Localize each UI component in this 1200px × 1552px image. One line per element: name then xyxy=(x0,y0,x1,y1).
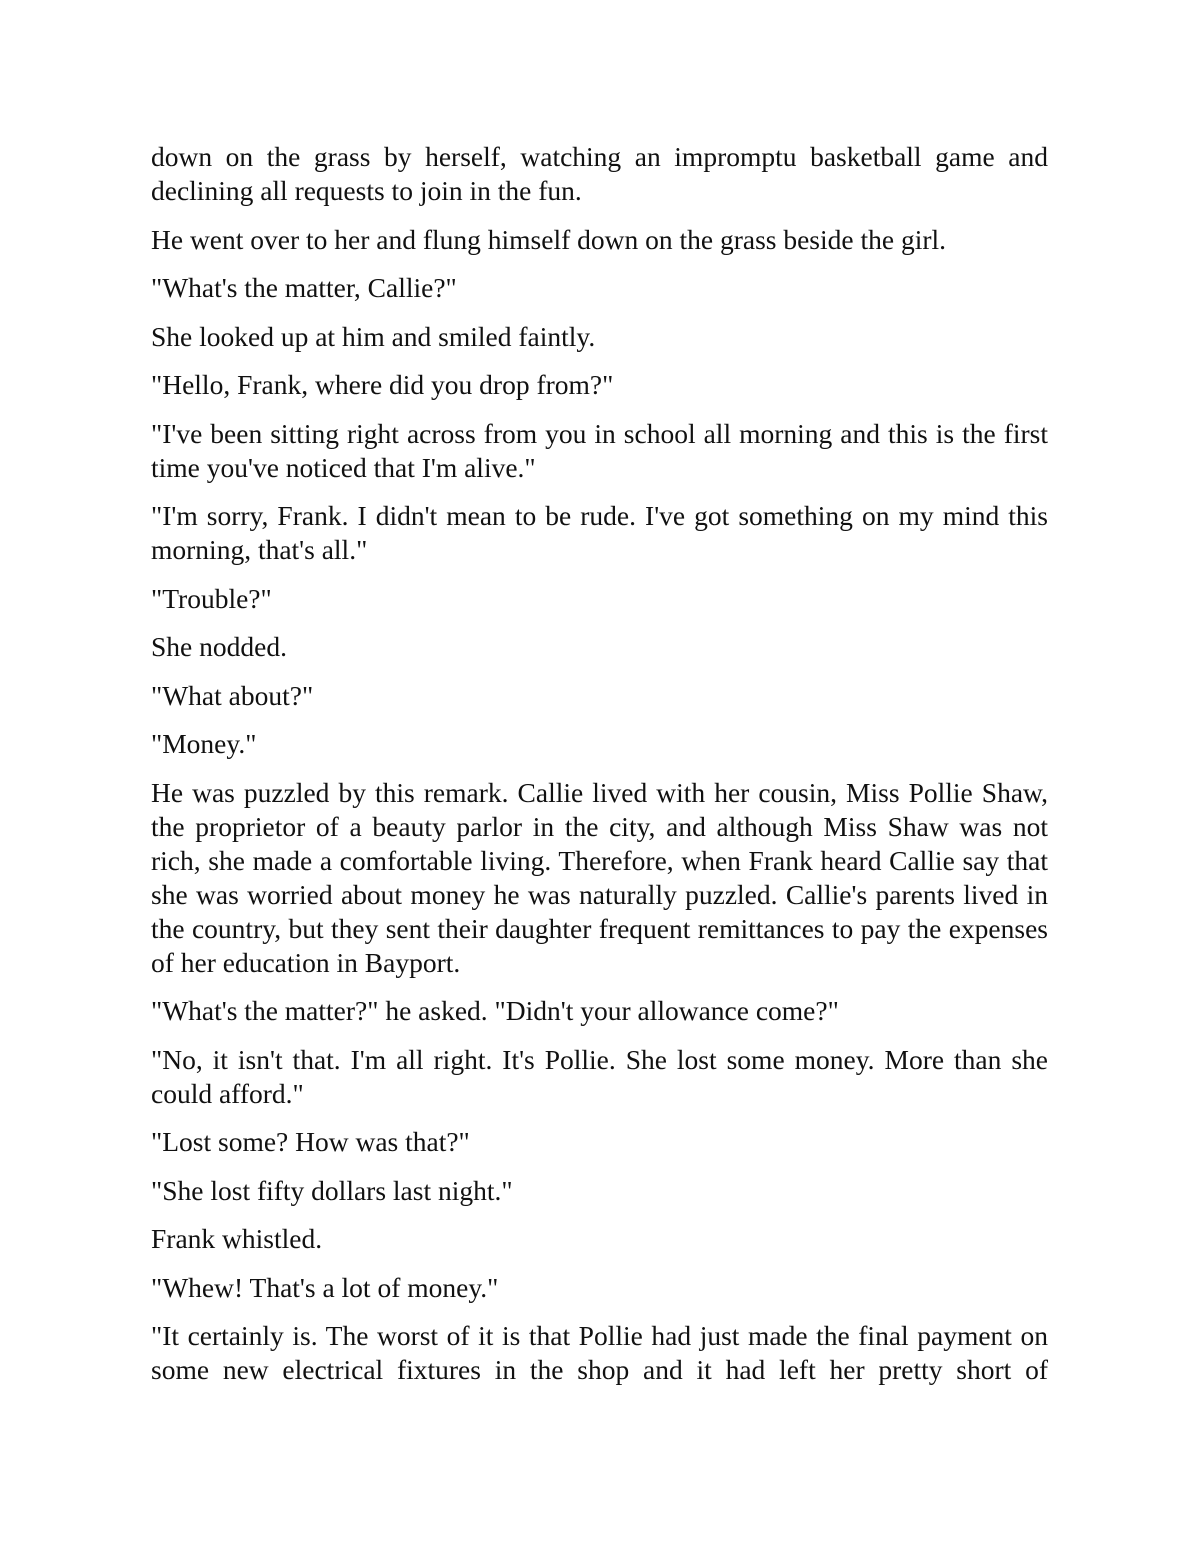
paragraph: Frank whistled. xyxy=(151,1223,323,1254)
paragraph: "I've been sitting right across from you in school all morning and this is the first time you've noticed that I'm alive." xyxy=(151,417,1048,483)
paragraph: "It certainly is. The worst of it is that Pollie had just made the final payment on some new electrical fixtures in the shop and it had left her pretty short of xyxy=(151,1320,1048,1385)
paragraph: "I'm sorry, Frank. I didn't mean to be rude. I've got something on my mind this morning, that's all." xyxy=(151,500,1048,565)
paragraph: "What about?" xyxy=(151,679,314,711)
paragraph: She looked up at him and smiled faintly. xyxy=(151,320,596,352)
paragraph: "She lost fifty dollars last night." xyxy=(151,1174,513,1206)
paragraph: She nodded. xyxy=(151,631,287,662)
paragraph: "Trouble?" xyxy=(151,582,272,614)
paragraph: "Money." xyxy=(151,728,257,759)
paragraph: "What's the matter, Callie?" xyxy=(151,272,457,303)
paragraph: He went over to her and flung himself down on the grass beside the girl. xyxy=(151,223,947,255)
paragraph: "Lost some? How was that?" xyxy=(151,1126,470,1157)
paragraph: "Whew! That's a lot of money." xyxy=(151,1271,499,1303)
paragraph: "Hello, Frank, where did you drop from?" xyxy=(151,369,614,400)
paragraph: down on the grass by herself, watching an impromptu basketball game and declining all requests to join in the fun. xyxy=(151,141,1048,206)
paragraph: "What's the matter?" he asked. "Didn't your allowance come?" xyxy=(151,995,839,1026)
paragraph: He was puzzled by this remark. Callie lived with her cousin, Miss Pollie Shaw, the proprietor of a beauty parlor in the city, and although Miss Shaw was not rich, she made a comfortable living. Therefore, when Frank heard Callie say that she was worried about money he was naturally puzzled. Callie's parents lived in the country, but they sent their daughter frequent remittances to pay the expenses of her education in Bayport. xyxy=(151,776,1048,978)
paragraph: "No, it isn't that. I'm all right. It's Pollie. She lost some money. More than she could afford." xyxy=(151,1043,1048,1109)
page-text xyxy=(151,140,1048,1387)
